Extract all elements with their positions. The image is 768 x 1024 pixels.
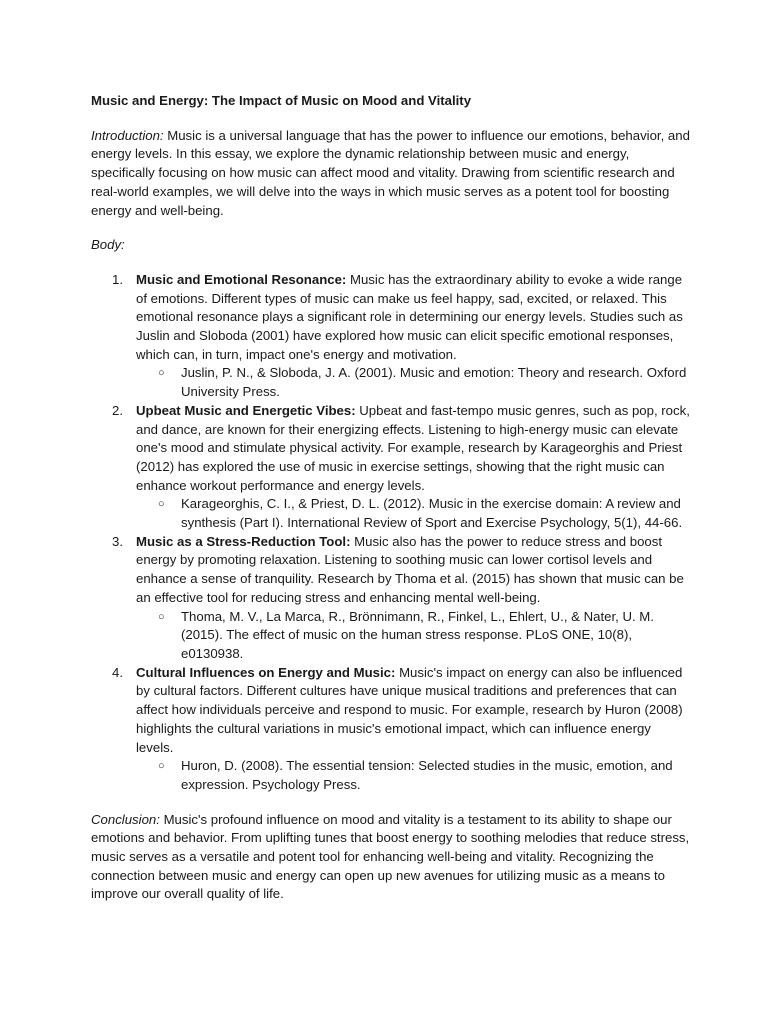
reference-item (136, 364, 691, 401)
reference-text: Karageorghis, C. I., & Priest, D. L. (2012). Music in the exercise domain: A review and synthesis (Part I). International Review of Sport and Exercise Psychology, 5(1), 44-66. (181, 496, 683, 531)
circle-bullet-icon: ○ (158, 610, 165, 623)
reference-item (136, 495, 691, 532)
sections-list (91, 271, 691, 795)
reference-list (136, 608, 691, 664)
section-text: Upbeat and fast-tempo music genres, such as pop, rock, and dance, are known for their energizing effects. Listening to high-energy music can elevate one's mood and stimulate physical activity. For example, research by Karageorghis and Priest (2012) has explored the use of music in exercise settings, showing that the right music can enhance workout performance and energy levels. (136, 402, 690, 493)
section-number: 1. (112, 271, 123, 287)
section-item (91, 402, 691, 533)
section-text: Music has the extraordinary ability to evoke a wide range of emotions. Different types of music can make us feel happy, sad, excited, or relaxed. This emotional resonance plays a significant role in determining our energy levels. Studies such as Juslin and Sloboda (2001) have explored how music can elicit specific emotional responses, which can, in turn, impact one's energy and motivation. (136, 271, 683, 362)
reference-item (136, 757, 691, 794)
circle-bullet-icon: ○ (158, 367, 165, 380)
circle-bullet-icon: ○ (158, 760, 165, 773)
reference-list (136, 757, 691, 794)
section-paragraph (136, 271, 691, 365)
reference-text: Thoma, M. V., La Marca, R., Brönnimann, R., Finkel, L., Ehlert, U., & Nater, U. M. (2015). The effect of music on the human stress response. PLoS ONE, 10(8), e0130938. (181, 608, 654, 661)
reference-text: Huron, D. (2008). The essential tension: Selected studies in the music, emotion, and expression. Psychology Press. (181, 758, 673, 792)
section-text: Music also has the power to reduce stress and boost energy by promoting relaxation. Listening to soothing music can lower cortisol levels and enhance a sense of tranquility. Research by Thoma et al. (2015) has shown that music can be an effective tool for reducing stress and enhancing mental well-being. (136, 533, 684, 605)
conclusion-text: Music's profound influence on mood and vitality is a testament to its ability to shape our emotions and behavior. From uplifting tunes that boost energy to soothing melodies that reduce stress, music serves as a versatile and potent tool for enhancing well-being and vitality. Recognizing the connection between music and energy can open up new avenues for utilizing music as a means to improve our overall quality of life. (91, 811, 690, 902)
section-number: 4. (112, 664, 123, 680)
section-text: Music's impact on energy can also be influenced by cultural factors. Different cultures have unique musical traditions and preferences that can affect how individuals perceive and respond to music. For example, research by Huron (2008) highlights the cultural variations in music's emotional impact, which can influence energy levels. (136, 664, 683, 755)
body-label: Body: (91, 237, 125, 253)
introduction-label: Introduction: (91, 127, 164, 143)
section-paragraph (136, 533, 691, 608)
reference-list (136, 364, 691, 401)
reference-list (136, 495, 691, 532)
section-item (91, 533, 691, 664)
section-heading: Cultural Influences on Energy and Music: (136, 664, 396, 680)
section-paragraph (136, 664, 691, 758)
section-item (91, 664, 691, 795)
document-title: Music and Energy: The Impact of Music on Mood and Vitality (91, 93, 472, 108)
section-heading: Music as a Stress-Reduction Tool: (136, 533, 351, 549)
section-number: 2. (112, 402, 123, 418)
reference-text: Juslin, P. N., & Sloboda, J. A. (2001). Music and emotion: Theory and research. Oxford University Press. (181, 365, 687, 400)
section-number: 3. (112, 533, 123, 549)
circle-bullet-icon: ○ (158, 498, 165, 511)
section-heading: Upbeat Music and Energetic Vibes: (136, 402, 356, 418)
introduction-text: Music is a universal language that has the power to influence our emotions, behavior, and energy levels. In this essay, we explore the dynamic relationship between music and energy, specifically focusing on how music can affect mood and vitality. Drawing from scientific research and real-world examples, we will delve into the ways in which music serves as a potent tool for boosting energy and well-being. (91, 127, 690, 218)
section-heading: Music and Emotional Resonance: (136, 271, 347, 287)
reference-item (136, 608, 691, 664)
section-paragraph (136, 402, 691, 496)
document-page (91, 92, 691, 920)
introduction-paragraph (91, 127, 691, 221)
conclusion-label: Conclusion: (91, 811, 160, 827)
section-item (91, 271, 691, 402)
conclusion-paragraph (91, 811, 691, 905)
